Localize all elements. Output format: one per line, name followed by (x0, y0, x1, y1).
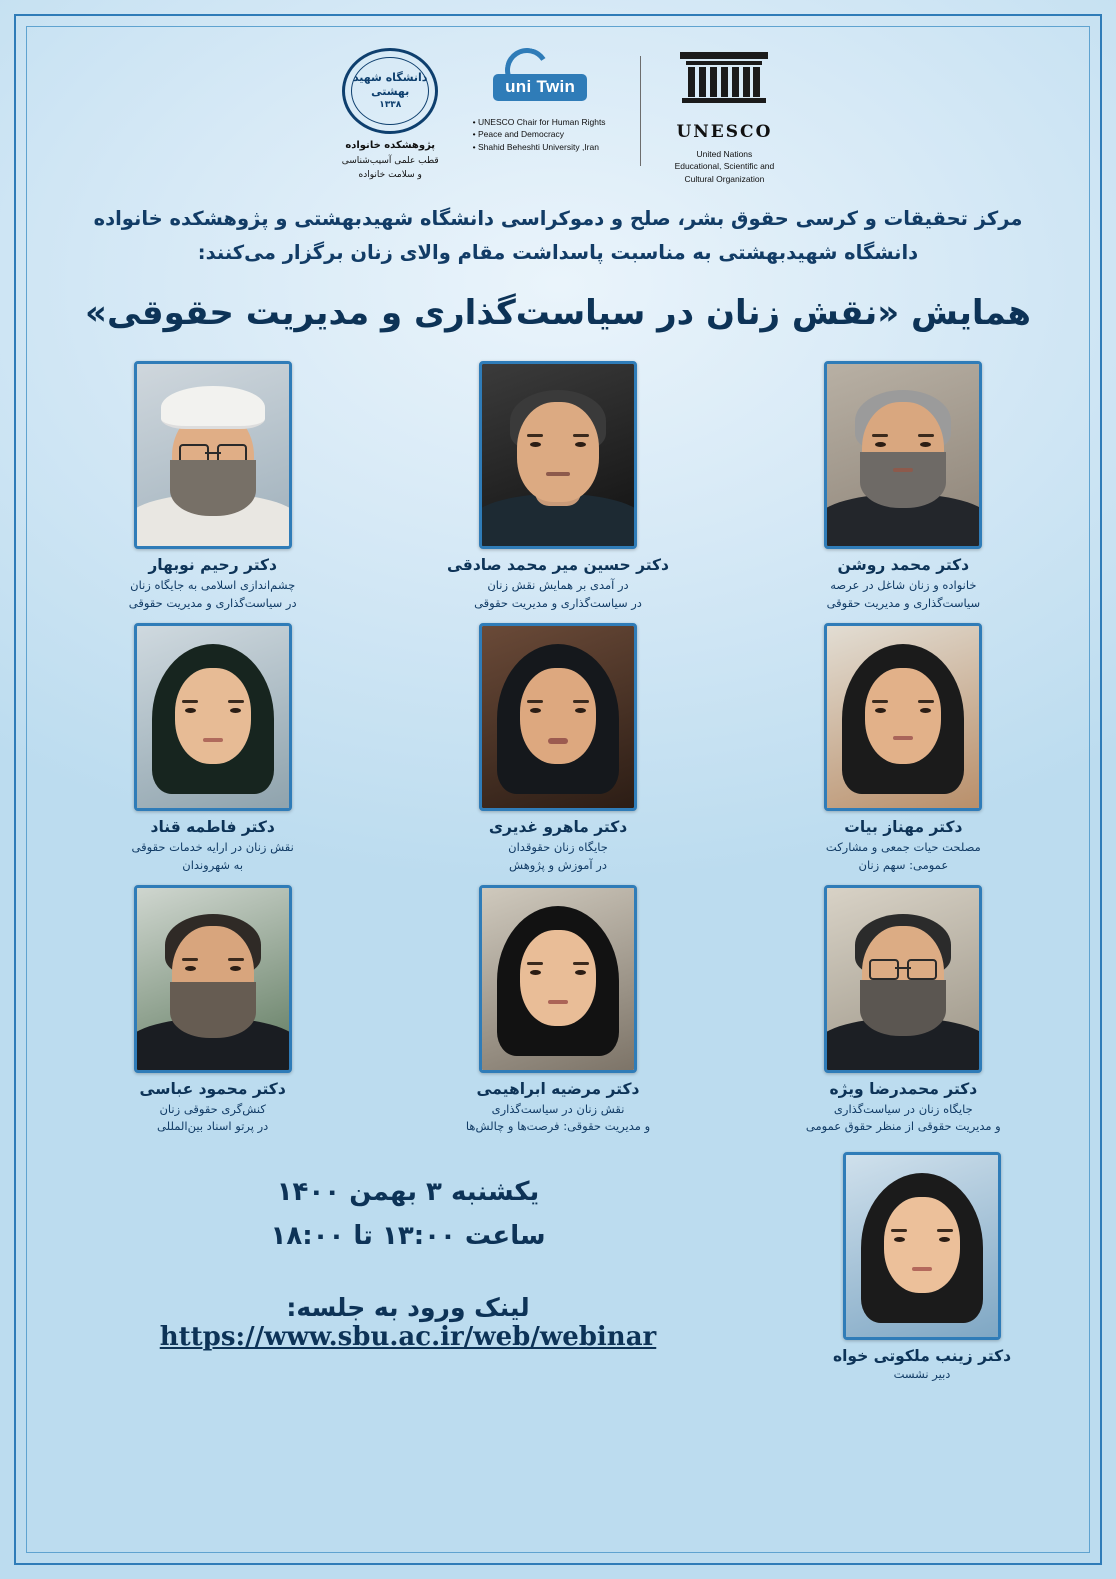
organizer-intro-line-2: دانشگاه شهیدبهشتی به مناسبت پاسداشت مقام والای زنان برگزار می‌کنند: (197, 241, 919, 265)
unesco-logo-block (675, 48, 775, 185)
footer (40, 1152, 1076, 1381)
poster-content (40, 34, 1076, 1545)
speaker-photo (134, 361, 292, 549)
organizer-intro-line-1: مرکز تحقیقات و کرسی حقوق بشر، صلح و دموکراسی دانشگاه شهیدبهشتی و پژوهشکده خانواده (93, 207, 1023, 230)
speaker-topic-line-2: در پرتو اسناد بین‌المللی (157, 1119, 269, 1134)
family-institute-line-1: پژوهشکده خانواده (345, 140, 436, 151)
organizer-intro (40, 202, 1076, 270)
speaker-topic-line-2: در آموزش و پژوهش (509, 857, 607, 872)
speaker-topic (63, 839, 363, 875)
speaker-card (63, 361, 363, 613)
speaker-topic (753, 1101, 1053, 1137)
page-title: همایش «نقش زنان در سیاست‌گذاری و مدیریت حقوقی» (85, 293, 1031, 334)
speaker-topic-line-1: جایگاه زنان حقوقدان (508, 839, 608, 854)
speaker-photo (134, 623, 292, 811)
speaker-name: دکتر مهناز بیات (844, 817, 963, 836)
webinar-url-link[interactable]: https://www.sbu.ac.ir/web/webinar (159, 1321, 657, 1352)
speaker-name: دکتر محمدرضا ویژه (829, 1079, 978, 1098)
speaker-topic (753, 577, 1053, 613)
sbu-logo-block (342, 48, 439, 183)
shahid-beheshti-university-icon (342, 48, 438, 134)
host-role: دبیر نشست (893, 1367, 951, 1382)
host-photo (843, 1152, 1001, 1340)
speaker-topic-line-1: کنش‌گری حقوقی زنان (159, 1101, 266, 1116)
speaker-photo (824, 623, 982, 811)
unesco-caption (675, 148, 775, 185)
logo-divider (640, 56, 641, 166)
family-institute-line-2: قطب علمی آسیب‌شناسی (341, 156, 439, 166)
speaker-card (408, 623, 708, 875)
speaker-photo (824, 361, 982, 549)
speaker-topic-line-2: در سیاست‌گذاری و مدیریت حقوقی (474, 596, 642, 611)
unesco-wordmark: UNESCO (676, 122, 773, 142)
speaker-name: دکتر ماهرو غدیری (488, 817, 628, 836)
speaker-photo (479, 623, 637, 811)
speaker-card (63, 885, 363, 1137)
host-card (772, 1152, 1072, 1381)
unesco-chair-caption (473, 116, 606, 153)
host-name: دکتر زینب ملکوتی خواه (832, 1347, 1012, 1366)
speaker-topic-line-1: نقش زنان در سیاست‌گذاری (491, 1101, 625, 1116)
speaker-topic-line-1: نقش زنان در ارایه خدمات حقوقی (131, 839, 294, 854)
unitwin-wordmark: uni Twin (493, 74, 587, 101)
chair-caption-line-3: • Shahid Beheshti University ,Iran (473, 141, 606, 153)
event-details (44, 1152, 772, 1351)
chair-caption-line-1: • UNESCO Chair for Human Rights (473, 116, 606, 128)
unesco-caption-line-2: Educational, Scientific and (674, 161, 775, 172)
speaker-topic (408, 839, 708, 875)
speaker-photo (479, 361, 637, 549)
family-institute-line-3: و سلامت خانواده (358, 170, 422, 181)
join-link-label: لینک ورود به جلسه: (286, 1292, 530, 1322)
sbu-logo-year: ۱۳۳۸ (379, 99, 402, 110)
speaker-card (753, 623, 1053, 875)
speaker-topic (408, 1101, 708, 1137)
unesco-caption-line-1: United Nations (696, 149, 753, 159)
speaker-card (408, 885, 708, 1137)
unesco-caption-line-3: Cultural Organization (684, 173, 765, 184)
speaker-topic-line-1: جایگاه زنان در سیاست‌گذاری (833, 1101, 973, 1116)
unitwin-logo-block (473, 48, 606, 153)
speaker-topic-line-2: و مدیریت حقوقی: فرصت‌ها و چالش‌ها (465, 1119, 651, 1134)
speaker-topic-line-1: چشم‌اندازی اسلامی به جایگاه زنان (130, 578, 296, 593)
speaker-name: دکتر محمد روشن (837, 556, 970, 575)
sbu-logo-text: دانشگاه شهید بهشتی (352, 71, 428, 98)
speaker-topic-line-2: در سیاست‌گذاری و مدیریت حقوقی (128, 596, 297, 611)
speaker-name: دکتر حسین میر محمد صادقی (447, 556, 670, 575)
family-institute-caption (342, 138, 439, 183)
logo-bar (40, 34, 1076, 198)
speaker-topic (753, 839, 1053, 875)
speaker-topic-line-2: سیاست‌گذاری و مدیریت حقوقی (826, 596, 981, 611)
event-time: ساعت ۱۳:۰۰ تا ۱۸:۰۰ (270, 1221, 546, 1252)
speaker-name: دکتر فاطمه قناد (150, 817, 275, 836)
speaker-photo (479, 885, 637, 1073)
speaker-topic-line-2: عمومی: سهم زنان (858, 857, 949, 872)
speaker-photo (824, 885, 982, 1073)
speaker-photo (134, 885, 292, 1073)
unesco-temple-icon (676, 48, 772, 116)
speaker-topic (63, 577, 363, 613)
speaker-card (408, 361, 708, 613)
event-date: یکشنبه ۳ بهمن ۱۴۰۰ (276, 1177, 540, 1208)
speaker-topic-line-1: مصلحت حیات جمعی و مشارکت (825, 839, 981, 854)
speaker-topic (63, 1101, 363, 1137)
chair-caption-line-2: • Peace and Democracy (473, 128, 606, 140)
speaker-topic (408, 577, 708, 613)
unitwin-icon (487, 48, 591, 110)
speaker-card (753, 361, 1053, 613)
speaker-name: دکتر مرضیه ابراهیمی (476, 1079, 640, 1098)
speaker-topic-line-2: و مدیریت حقوقی از منظر حقوق عمومی (805, 1119, 1001, 1134)
speaker-name: دکتر محمود عباسی (139, 1079, 286, 1098)
speaker-card (63, 623, 363, 875)
speaker-topic-line-2: به شهروندان (182, 857, 244, 872)
speakers-grid (40, 361, 1076, 1136)
speaker-topic-line-1: خانواده و زنان شاغل در عرصه (830, 578, 977, 593)
speaker-card (753, 885, 1053, 1137)
speaker-name: دکتر رحیم نوبهار (148, 556, 277, 575)
speaker-topic-line-1: در آمدی بر همایش نقش زنان (487, 578, 629, 593)
